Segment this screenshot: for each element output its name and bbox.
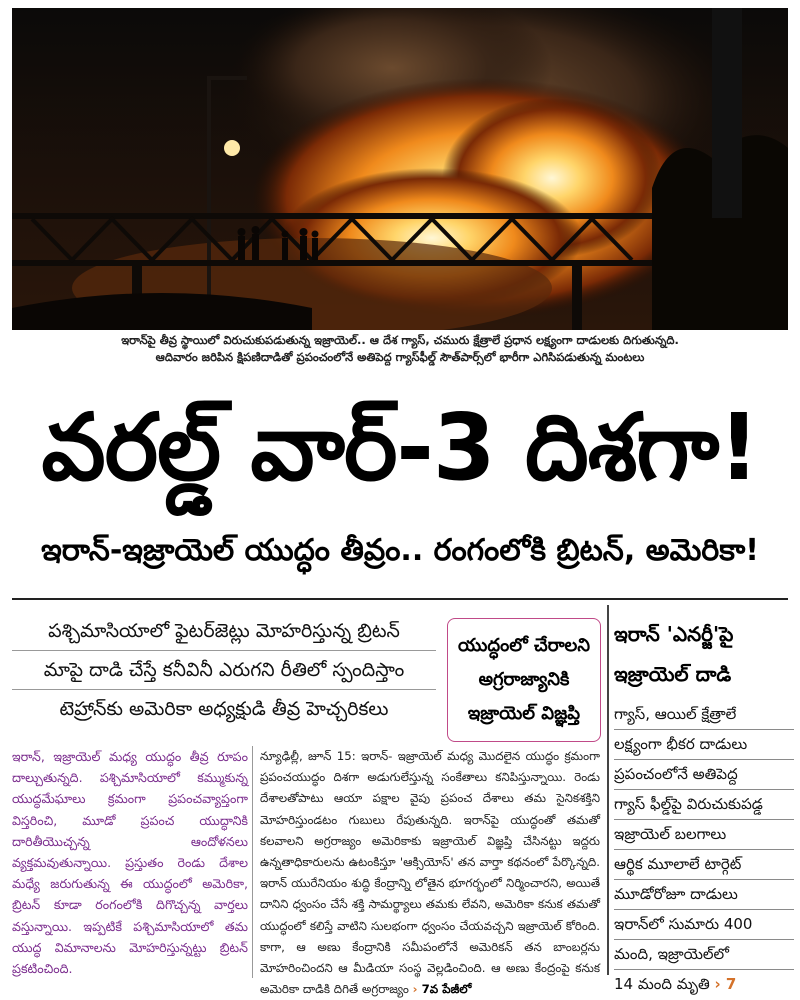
side-item-last-text: 14 మంది మృతి bbox=[614, 975, 710, 993]
side-item: ఇరాన్‌లో సుమారు 400 bbox=[614, 910, 794, 940]
highlight-line-3: ఇజ్రాయెల్ విజ్ఞప్తి bbox=[467, 703, 581, 724]
highlight-line-1: యుద్ధంలో చేరాలని bbox=[458, 635, 590, 656]
side-item: మూడోరోజూ దాడులు bbox=[614, 880, 794, 910]
main-headline: వరల్డ్ వార్-3 దిశగా! bbox=[41, 394, 759, 501]
side-item: ఆర్థిక మూలాలే టార్గెట్ bbox=[614, 850, 794, 880]
side-title-line-1: ఇరాన్ 'ఎనర్జీ'పై bbox=[614, 622, 734, 646]
side-item: గ్యాస్ ఫీల్డ్‌పై విరుచుకుపడ్డ bbox=[614, 790, 794, 820]
subheadline: ఇరాన్-ఇజ్రాయెల్ యుద్ధం తీవ్రం.. రంగంలోకి బ్రిటన్, అమెరికా! bbox=[41, 533, 759, 568]
side-title bbox=[614, 614, 794, 694]
highlight-line-2: అగ్రరాజ్యానికి bbox=[478, 669, 570, 690]
article-body-text: న్యూఢిల్లీ, జూన్ 15: ఇరాన్- ఇజ్రాయెల్ మధ్య మొదలైన యుద్ధం క్రమంగా ప్రపంచయుద్ధం దిశగా అడుగులేస్తున్న సంకేతాలు కనిపిస్తున్నాయి. రెండు దేశాలతోపాటు ఆయా పక్షాల వైపు ప్రపంచ దేశాలు తమ సైనికశక్తిని మోహరిస్తుండటం గుబులు రేపుతున్నది. ఇరాన్‌పై యుద్ధంతో తమతో కలవాలని అగ్రరాజ్యం అమెరికాకు ఇజ్రాయెల్ విజ్ఞప్తి చేసినట్టు ఇద్దరు ఉన్నతాధికారులను ఉటంకిస్తూ 'ఆక్సియోస్' తన వార్తా కథనంలో పేర్కొన్నది. ఇరాన్ యురేనియం శుద్ధి కేంద్రాన్ని లోతైన భూగర్భంలో నిర్మించారని, అయితే దానిని ధ్వంసం చేసే శక్తి సామర్థ్యాలు తమకు లేవని, అమెరికా కనుక తమతో యుద్ధంలో కలిస్తే వాటిని సులభంగా ధ్వంసం చేయవచ్చని ఇజ్రాయెల్ కోరింది. కాగా, ఆ అణు కేంద్రానికి సమీపంలోనే అమెరికన్ తన బాంబర్లను మోహరించిందని ఆ మీడియా సంస్థ వెల్లడించింది. ఆ అణు కేంద్రంపై కనుక అమెరికా దాడికి దిగితే అగ్రరాజ్యం bbox=[260, 749, 600, 997]
deck-points bbox=[12, 612, 436, 728]
page-ref-link[interactable]: › 7 bbox=[714, 975, 737, 993]
side-item: గ్యాస్, ఆయిల్ క్షేత్రాలే bbox=[614, 700, 794, 730]
continue-arrow-icon: › bbox=[412, 982, 418, 997]
news-photo bbox=[12, 8, 788, 330]
continuation-text: 7వ పేజీలో bbox=[421, 982, 472, 997]
article-body bbox=[260, 746, 600, 1000]
side-item: ఇజ్రాయెల్ బలగాలు bbox=[614, 820, 794, 850]
section-divider bbox=[12, 598, 788, 600]
caption-line-2: ఆదివారం జరిపిన క్షిపణిదాడితో ప్రపంచంలోనే అతిపెద్ద గ్యాస్‌ఫీల్డ్ సౌత్‌పార్స్‌లో భారీగా ఎగిసిపడుతున్న మంటలు bbox=[155, 350, 645, 364]
side-bullets bbox=[614, 700, 794, 999]
caption-line-1: ఇరాన్‌పై తీవ్ర స్థాయిలో విరుచుకుపడుతున్న ఇజ్రాయెల్.. ఆ దేశ గ్యాస్, చమురు క్షేత్రాలే ప్రధాన లక్ష్యంగా దాడులకు దిగుతున్నది. bbox=[121, 333, 679, 347]
continuation-link[interactable] bbox=[413, 982, 472, 996]
deck-line-1: పశ్చిమాసియాలో ఫైటర్‌జెట్లు మోహరిస్తున్న బ్రిటన్ bbox=[12, 612, 436, 651]
deck-line-2: మాపై దాడి చేస్తే కనీవినీ ఎరుగని రీతిలో స్పందిస్తాం bbox=[12, 651, 436, 690]
lead-paragraph: ఇరాన్, ఇజ్రాయెల్ మధ్య యుద్ధం తీవ్ర రూపం దాల్చుతున్నది. పశ్చిమాసియాలో కమ్ముకున్న యుద్ధమేఘాలు క్రమంగా ప్రపంచవ్యాప్తంగా విస్తరించి, మూడో ప్రపంచ యుద్ధానికి దారితీయొచ్చన్న ఆందోళనలు వ్యక్తమవుతున్నాయి. ప్రస్తుతం రెండు దేశాల మధ్యే జరుగుతున్న ఈ యుద్ధంలో అమెరికా, బ్రిటన్ కూడా రంగంలోకి దిగొచ్చన్న వార్తలు వస్తున్నాయి. ఇప్పటికే పశ్చిమాసియాలో తమ యుద్ధ విమానాలను మోహరిస్తున్నట్టు బ్రిటన్ ప్రకటించింది. bbox=[12, 749, 248, 977]
side-item: లక్ష్యంగా భీకర దాడులు bbox=[614, 730, 794, 760]
side-item: ప్రపంచంలోనే అతిపెద్ద bbox=[614, 760, 794, 790]
highlight-box bbox=[447, 618, 601, 742]
side-item: మంది, ఇజ్రాయెల్‌లో bbox=[614, 940, 794, 970]
column-divider bbox=[607, 605, 609, 975]
side-title-line-2: ఇజ్రాయెల్ దాడి bbox=[614, 662, 732, 686]
deck-line-3: టెహ్రాన్‌కు అమెరికా అధ్యక్షుడి తీవ్ర హెచ్చరికలు bbox=[59, 698, 389, 720]
photo-caption bbox=[12, 332, 788, 366]
fire-explosion-night-photo bbox=[12, 8, 788, 330]
side-item-last bbox=[614, 970, 794, 999]
lead-divider bbox=[252, 746, 253, 978]
